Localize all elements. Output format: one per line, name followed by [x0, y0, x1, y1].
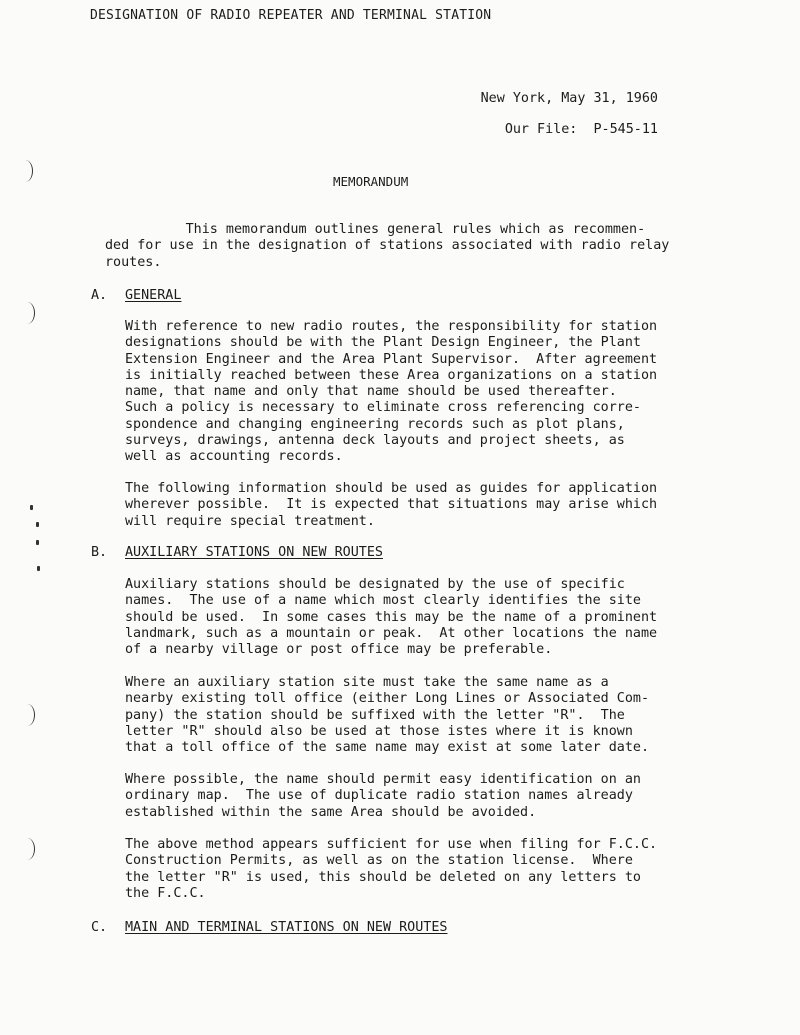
margin-mark [37, 566, 40, 571]
section-title: MAIN AND TERMINAL STATIONS ON NEW ROUTES [125, 920, 448, 935]
memo-title: MEMORANDUM [333, 174, 409, 189]
section-title: GENERAL [125, 288, 182, 303]
section-letter: B. [91, 545, 108, 560]
section-paragraph: Where an auxiliary station site must take the same name as a nearby existing toll office (either Long Lines or Associated Com- pany) the station should be suffixed with the letter "R". The letter "R" should also be used at those istes where it is known that a toll office of the same name may exist at some later date. [125, 675, 650, 756]
document-header: DESIGNATION OF RADIO REPEATER AND TERMINAL STATION [90, 8, 492, 23]
section-paragraph: With reference to new radio routes, the responsibility for station designations should be with the Plant Design Engineer, the Plant Extension Engineer and the Area Plant Supervisor. After agreement is initially reached between these Area organizations on a station name, that name and only that name should be used thereafter. Such a policy is necessary to eliminate cross referencing corre- spondence and changing engineering records such as plot plans, surveys, drawings, antenna deck layouts and project sheets, as well as accounting records. [125, 319, 658, 465]
margin-mark [36, 540, 39, 545]
section-paragraph: The following information should be used as guides for application wherever possible. It is expected that situations may arise which will require special treatment. [125, 481, 658, 529]
section-paragraph: Where possible, the name should permit easy identification on an ordinary map. The use of duplicate radio station names already established within the same Area should be avoided. [125, 772, 641, 820]
section-paragraph: The above method appears sufficient for use when filing for F.C.C. Construction Permits, as well as on the station license. Where the letter "R" is used, this should be deleted on any letters to the F.C.C. [125, 837, 658, 901]
intro-paragraph: This memorandum outlines general rules which as recommen- ded for use in the designation of stations associated with radio relay routes. [105, 222, 670, 270]
binder-hole-mark [20, 838, 35, 860]
margin-mark [36, 522, 39, 527]
binder-hole-mark [20, 704, 35, 726]
section-letter: C. [91, 920, 108, 935]
file-reference: Our File: P-545-11 [504, 122, 658, 137]
section-title: AUXILIARY STATIONS ON NEW ROUTES [125, 545, 383, 560]
section-letter: A. [91, 288, 108, 303]
binder-hole-mark [18, 160, 33, 182]
margin-mark [30, 505, 33, 510]
binder-hole-mark [20, 302, 35, 324]
date-line: New York, May 31, 1960 [480, 91, 658, 106]
section-paragraph: Auxiliary stations should be designated by the use of specific names. The use of a name which most clearly identifies the site should be used. In some cases this may be the name of a prominent landmark, such as a mountain or peak. At other locations the name of a nearby village or post office may be preferable. [125, 577, 658, 658]
